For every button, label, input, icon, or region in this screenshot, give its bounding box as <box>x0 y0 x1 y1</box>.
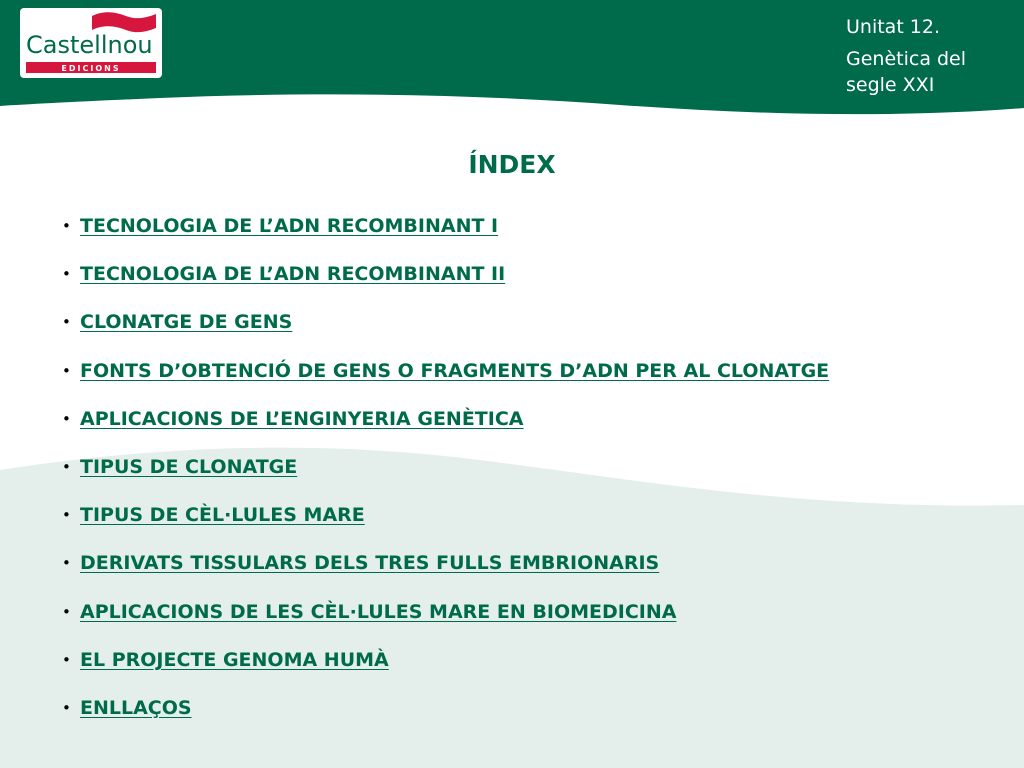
index-link[interactable]: CLONATGE DE GENS <box>80 311 293 334</box>
bullet-icon: • <box>62 265 71 284</box>
index-item <box>62 692 829 740</box>
index-link[interactable]: TECNOLOGIA DE L’ADN RECOMBINANT I <box>80 215 499 237</box>
index-link[interactable]: FONTS D’OBTENCIÓ DE GENS O FRAGMENTS D’ADN PER AL CLONATGE <box>80 359 830 382</box>
bullet-icon: • <box>62 361 71 380</box>
index-link[interactable]: TECNOLOGIA DE L’ADN RECOMBINANT II <box>80 263 506 286</box>
bullet-icon: • <box>62 506 71 525</box>
bullet-icon: • <box>62 457 71 476</box>
index-link[interactable]: ENLLAÇOS <box>80 696 192 719</box>
bullet-icon: • <box>62 313 71 332</box>
index-link[interactable]: APLICACIONS DE LES CÈL·LULES MARE EN BIOMEDICINA <box>80 600 677 623</box>
index-item <box>62 547 829 595</box>
unit-number: Unitat 12. <box>846 16 941 38</box>
bullet-icon: • <box>62 554 71 573</box>
index-link[interactable]: TIPUS DE CLONATGE <box>80 455 298 478</box>
index-item <box>62 403 829 451</box>
bullet-icon: • <box>62 698 71 717</box>
index-list <box>62 210 829 740</box>
publisher-logo <box>20 8 162 78</box>
index-item <box>62 596 829 644</box>
bullet-icon: • <box>62 650 71 669</box>
bullet-icon: • <box>62 409 71 428</box>
bullet-icon: • <box>62 602 71 621</box>
index-item <box>62 210 829 258</box>
unit-subject-line1: Genètica del <box>846 48 967 70</box>
index-item <box>62 499 829 547</box>
index-item <box>62 355 829 403</box>
bullet-icon: • <box>62 217 71 235</box>
unit-subject-line2: segle XXI <box>846 74 935 96</box>
index-item <box>62 306 829 354</box>
index-title: ÍNDEX <box>468 150 556 179</box>
index-item <box>62 258 829 306</box>
index-link[interactable]: EL PROJECTE GENOMA HUMÀ <box>80 648 389 671</box>
index-link[interactable]: TIPUS DE CÈL·LULES MARE <box>80 504 365 527</box>
svg-text:Castellnou: Castellnou <box>26 31 153 59</box>
index-item <box>62 644 829 692</box>
index-item <box>62 451 829 499</box>
index-link[interactable]: DERIVATS TISSULARS DELS TRES FULLS EMBRIONARIS <box>80 552 660 575</box>
unit-title <box>846 14 966 98</box>
svg-text:EDICIONS: EDICIONS <box>61 64 121 73</box>
index-link[interactable]: APLICACIONS DE L’ENGINYERIA GENÈTICA <box>80 407 524 430</box>
